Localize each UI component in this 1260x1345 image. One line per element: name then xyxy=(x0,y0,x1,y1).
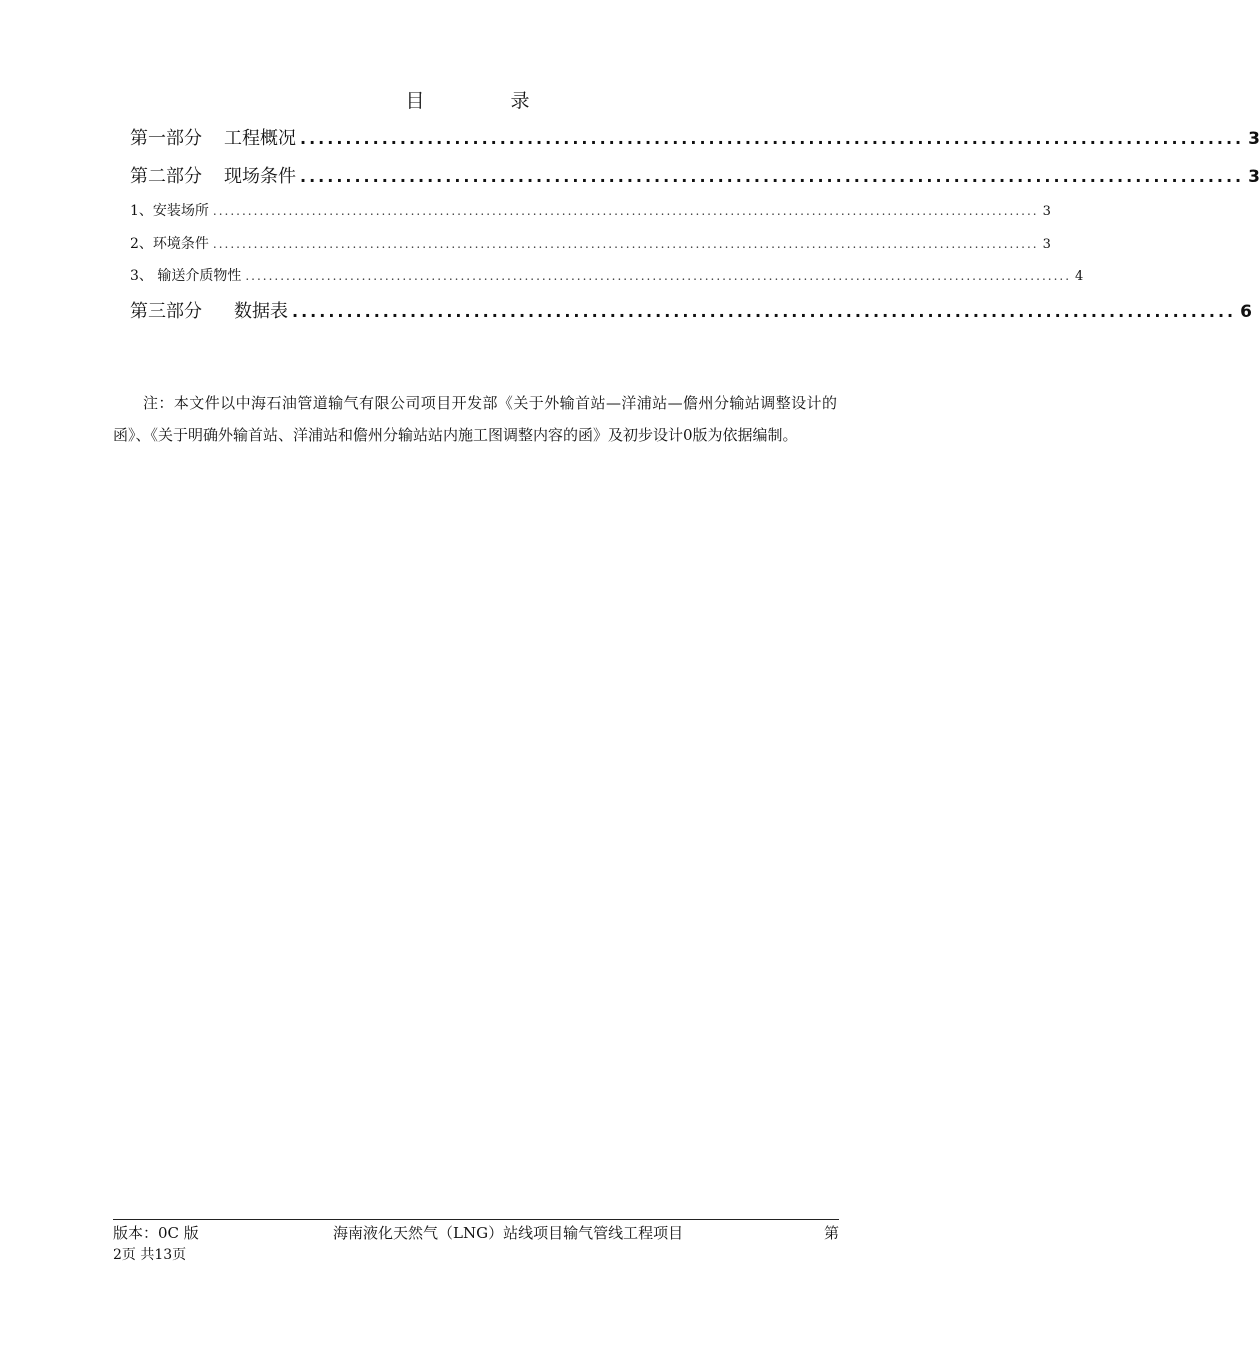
footer-divider xyxy=(113,1219,839,1220)
toc-entry-label: 第二部分 现场条件 xyxy=(130,166,296,187)
toc-page-number: 3 xyxy=(1248,129,1260,149)
toc-entry-label: 2、环境条件 xyxy=(130,236,209,252)
toc-page-number: 3 xyxy=(1042,204,1051,219)
toc-leader-dots: .............................................................................................................................................. xyxy=(245,269,1072,283)
toc-leader-dots: .............................................................................................................................................. xyxy=(212,237,1039,251)
toc-entry-label: 1、安装场所 xyxy=(130,203,209,219)
toc-entry-part-3[interactable] xyxy=(130,297,1252,323)
toc-page-number: 4 xyxy=(1075,269,1084,284)
toc-page-number: 3 xyxy=(1248,167,1260,187)
toc-entry-install-site[interactable] xyxy=(130,200,1051,220)
note-paragraph: 注：本文件以中海石油管道输气有限公司项目开发部《关于外输首站—洋浦站—儋州分输站调整设计的函》、《关于明确外输首站、洋浦站和儋州分输站站内施工图调整内容的函》及初步设计0版为依据编制。 xyxy=(113,394,837,444)
toc-entry-part-2[interactable] xyxy=(130,162,1260,188)
footer-page-prefix: 第 xyxy=(823,1224,839,1242)
toc-entry-label: 第一部分 工程概况 xyxy=(130,128,296,149)
footer-page-count: 2页 共13页 xyxy=(113,1247,187,1263)
footer-project-title: 海南液化天然气（LNG）站线项目输气管线工程项目 xyxy=(333,1224,684,1242)
toc-title: 目 录 xyxy=(405,90,570,112)
toc-entry-part-1[interactable] xyxy=(130,124,1260,150)
toc-entry-medium-properties[interactable] xyxy=(130,265,1084,285)
toc-entry-environment[interactable] xyxy=(130,233,1051,253)
footer-version: 版本：0C 版 xyxy=(113,1224,199,1242)
toc-leader-dots: ........................................................................................................ xyxy=(292,302,1237,321)
toc-page-number: 3 xyxy=(1042,237,1051,252)
toc-entry-label: 3、 输送介质物性 xyxy=(130,268,242,284)
toc-page-number: 6 xyxy=(1240,302,1252,322)
toc-leader-dots: ........................................................................................................ xyxy=(300,129,1245,148)
toc-leader-dots: ........................................................................................................ xyxy=(300,167,1245,186)
toc-leader-dots: .............................................................................................................................................. xyxy=(212,204,1039,218)
toc-entry-label: 第三部分 数据表 xyxy=(130,301,288,322)
